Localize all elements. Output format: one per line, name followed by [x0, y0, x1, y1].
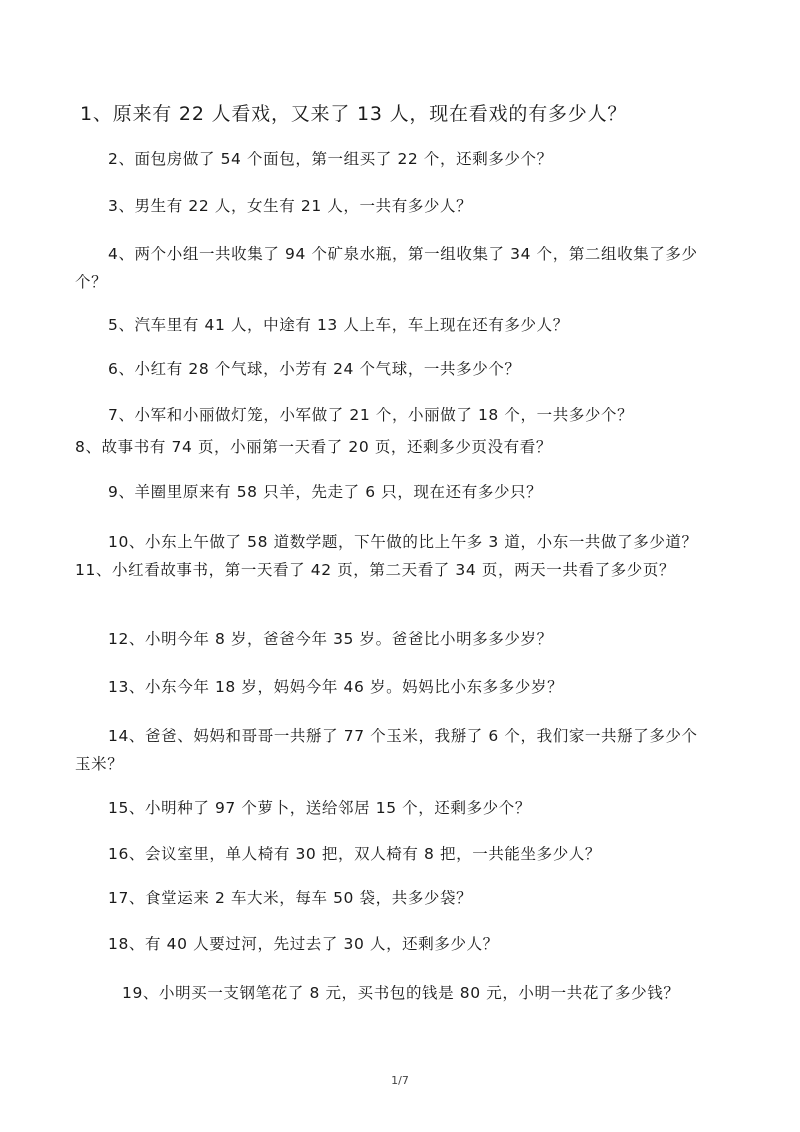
question-7: 7、小军和小丽做灯笼，小军做了 21 个，小丽做了 18 个，一共多少个？ [108, 406, 634, 424]
question-19: 19、小明买一支钢笔花了 8 元，买书包的钱是 80 元，小明一共花了多少钱？ [122, 984, 680, 1002]
page-number: 1/7 [391, 1074, 409, 1087]
question-1: 1、原来有 22 人看戏，又来了 13 人，现在看戏的有多少人？ [80, 103, 628, 125]
question-12: 12、小明今年 8 岁，爸爸今年 35 岁。爸爸比小明多多少岁？ [108, 630, 553, 648]
question-16: 16、会议室里，单人椅有 30 把，双人椅有 8 把，一共能坐多少人？ [108, 845, 602, 863]
question-9: 9、羊圈里原来有 58 只羊，先走了 6 只，现在还有多少只？ [108, 483, 543, 501]
question-14: 14、爸爸、妈妈和哥哥一共掰了 77 个玉米，我掰了 6 个，我们家一共掰了多少个玉米？ [75, 727, 698, 773]
question-10-11: 10、小东上午做了 58 道数学题，下午做的比上午多 3 道，小东一共做了多少道？11、小红看故事书，第一天看了 42 页，第二天看了 34 页，两天一共看了多少页？ [75, 533, 698, 579]
question-17: 17、食堂运来 2 车大米，每车 50 袋，共多少袋？ [108, 889, 473, 907]
question-5: 5、汽车里有 41 人，中途有 13 人上车，车上现在还有多少人？ [108, 316, 569, 334]
question-18: 18、有 40 人要过河，先过去了 30 人，还剩多少人？ [108, 935, 499, 953]
question-4: 4、两个小组一共收集了 94 个矿泉水瓶，第一组收集了 34 个，第二组收集了多少个？ [75, 245, 698, 291]
question-8: 8、故事书有 74 页，小丽第一天看了 20 页，还剩多少页没有看？ [75, 438, 552, 456]
question-3: 3、男生有 22 人，女生有 21 人，一共有多少人？ [108, 197, 473, 215]
question-13: 13、小东今年 18 岁，妈妈今年 46 岁。妈妈比小东多多少岁？ [108, 678, 564, 696]
question-2: 2、面包房做了 54 个面包，第一组买了 22 个，还剩多少个？ [108, 150, 553, 168]
question-15: 15、小明种了 97 个萝卜，送给邻居 15 个，还剩多少个？ [108, 799, 531, 817]
question-6: 6、小红有 28 个气球，小芳有 24 个气球，一共多少个？ [108, 360, 521, 378]
